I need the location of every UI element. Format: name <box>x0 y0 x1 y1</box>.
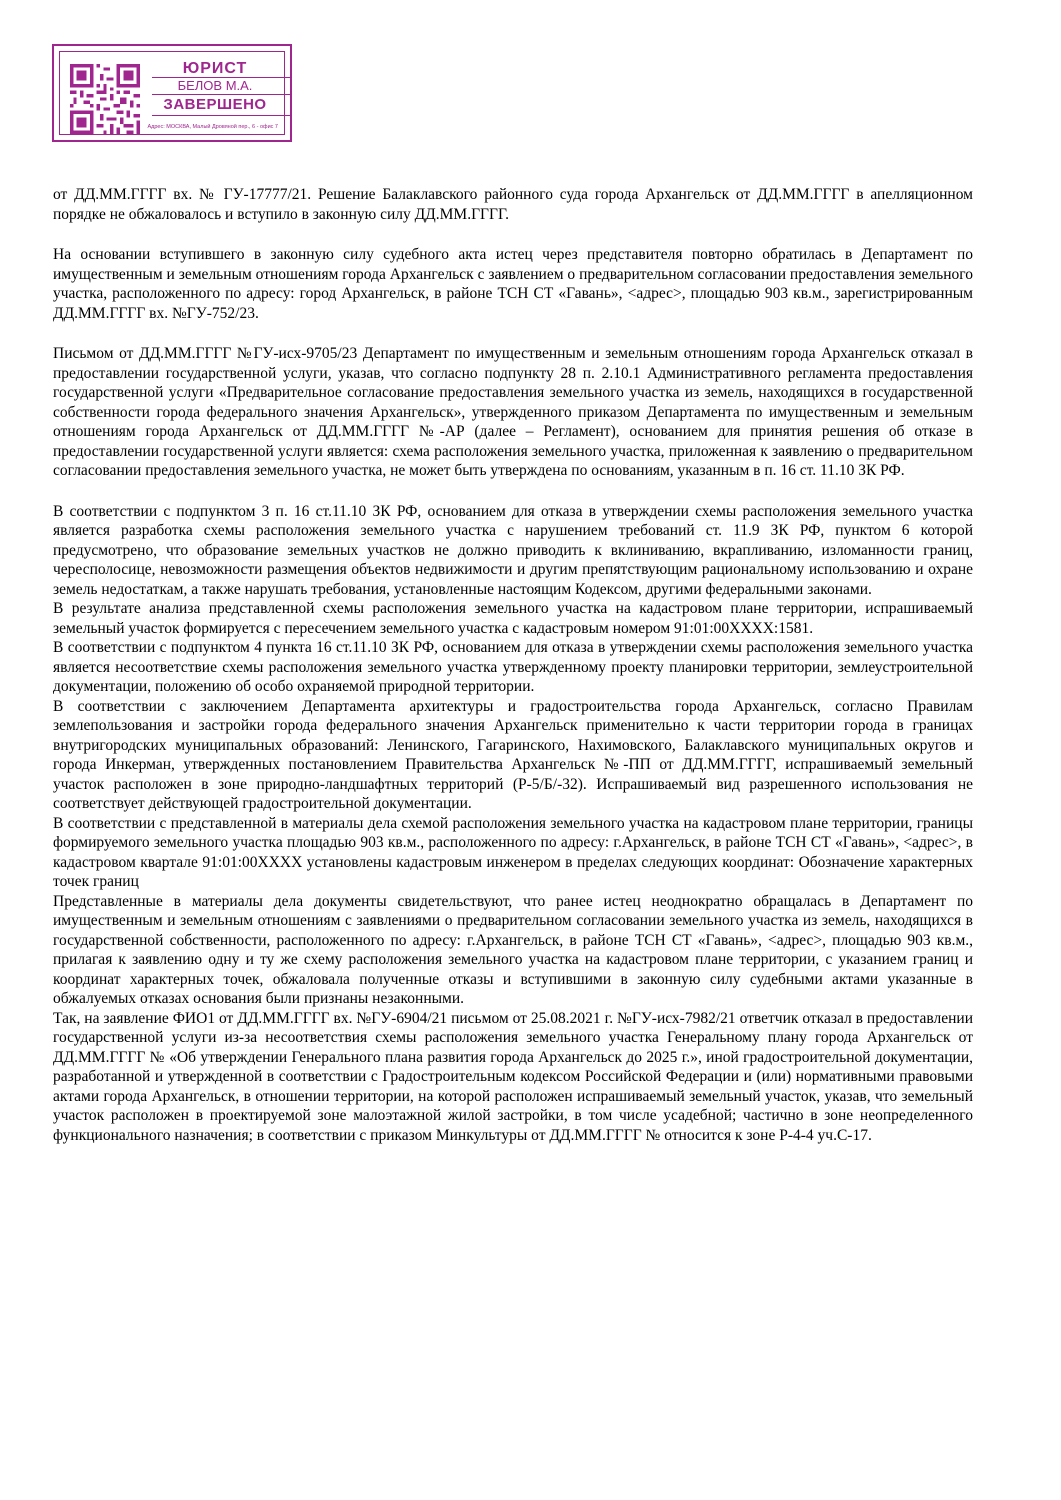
paragraph: В соответствии с подпунктом 4 пункта 16 ст.11.10 ЗК РФ, основанием для отказа в утверждении схемы расположения земельного участка является несоответствие схемы расположения земельного участка утвержденному проекту планировки территории, землеустроительной документации, положению об особо охраняемой природной территории. <box>53 639 973 695</box>
stamp-lawyer-name: БЕЛОВ М.А. <box>177 78 253 93</box>
paragraph: В результате анализа представленной схемы расположения земельного участка на кадастровом плане территории, испрашиваемый земельный участок формируется с пересечением земельного участка с кадастровым номером 91:01:00ХХХХ:1581. <box>53 600 973 637</box>
stamp-title: ЮРИСТ <box>182 60 248 77</box>
stamp-status: ЗАВЕРШЕНО <box>163 96 267 113</box>
paragraph: В соответствии с заключением Департамента архитектуры и градостроительства города Архангельск, согласно Правилам землепользования и застройки города федерального значения Архангельск применительно к части территории города в границах внутригородских муниципальных образований: Ленинского, Гагаринского, Нахимовского, Балаклавского муниципальных округов и города Инкерман, утвержденных постановлением Правительства Архангельск №-ПП от ДД.ММ.ГГГГ, испрашиваемый земельный участок расположен в зоне природно-ландшафтных территорий (Р-5/Б/-32). Испрашиваемый вид разрешенного использования не соответствует действующей градостроительной документации. <box>53 697 973 812</box>
paragraph: В соответствии с подпунктом 3 п. 16 ст.11.10 ЗК РФ, основанием для отказа в утверждении схемы расположения земельного участка является разработка схемы расположения земельного участка с нарушением требований ст. 11.9 ЗК РФ, пунктом 6 которой предусмотрено, что образование земельных участков не должно приводить к вклиниванию, вкрапливанию, изломанности границ, чересполосице, невозможности размещения объектов недвижимости и другим препятствующим рациональному использованию и охране земель недостаткам, а также нарушать требования, установленные настоящим Кодексом, другими федеральными законами. <box>53 502 973 598</box>
paragraph: Письмом от ДД.ММ.ГГГГ №ГУ-исх-9705/23 Департамент по имущественным и земельным отношениям города Архангельск отказал в предоставлении государственной услуги, указав, что согласно подпункту 28 п. 2.10.1 Административного регламента предоставления государственной услуги «Предварительное согласование предоставления земельного участка из земель, находящихся в государственной собственности города федерального значения Архангельск», утвержденного приказом Департамента по имущественным и земельным отношениям города Архангельск от ДД.ММ.ГГГГ №-АР (далее – Регламент), основанием для принятия решения об отказе в предоставлении государственной услуги является: схема расположения земельного участка, приложенная к заявлению о предварительном согласовании предоставления земельного участка, не может быть утверждена по основаниям, указанным в п. 16 ст. 11.10 ЗК РФ. <box>53 345 973 479</box>
paragraph: В соответствии с представленной в материалы дела схемой расположения земельного участка на кадастровом плане территории, границы формируемого земельного участка площадью 903 кв.м., расположенного по адресу: г.Архангельск, в районе ТСН СТ «Гавань», <адрес>, в кадастровом квартале 91:01:00ХХХХ установлены кадастровым инженером в пределах следующих координат: Обозначение характерных точек границ <box>53 814 973 890</box>
paragraph: На основании вступившего в законную силу судебного акта истец через представителя повторно обратилась в Департамент по имущественным и земельным отношениям города Архангельск с заявлением о предварительном согласовании предоставления земельного участка, расположенного по адресу: город Архангельск, в районе ТСН СТ «Гавань», <адрес>, площадью 903 кв.м., зарегистрированным ДД.ММ.ГГГГ вх. №ГУ-752/23. <box>53 246 973 322</box>
stamp-inner-border <box>59 51 285 135</box>
paragraph: Так, на заявление ФИО1 от ДД.ММ.ГГГГ вх. №ГУ-6904/21 письмом от 25.08.2021 г. №ГУ-исх-7982/21 ответчик отказал в предоставлении государственной услуги из-за несоответствия схемы расположения земельного участка Генеральному плану города Архангельск от ДД.ММ.ГГГГ № «Об утверждении Генерального плана развития города Архангельск до 2025 г.», иной градостроительной документации, разработанной и утвержденной в соответствии с Градостроительным кодексом Российской Федерации и (или) нормативными правовыми актами города Архангельск, в отношении территории, на которой расположен испрашиваемый земельный участок, указав, что земельный участок расположен в проектируемой зоне малоэтажной жилой застройки, в том числе усадебной; частично в зоне неопределенного функционального назначения; в соответствии с приказом Минкультуры от ДД.ММ.ГГГГ № относится к зоне Р-4-4 уч.С-17. <box>53 1009 973 1144</box>
stamp-address: Адрес: МОСКВА, Малый Дровяной пер., 6 - офис 7 <box>147 124 278 130</box>
document-body <box>53 185 973 1145</box>
lawyer-stamp <box>52 44 292 142</box>
paragraph: Представленные в материалы дела документы свидетельствуют, что ранее истец неоднократно обращалась в Департамент по имущественным и земельным отношениям с заявлениями о предварительном согласовании земельного участка из земель, находящихся в государственной собственности, расположенного по адресу: г.Архангельск, в районе ТСН СТ «Гавань», <адрес>, площадью 903 кв.м., прилагая к заявлению одну и ту же схему расположения земельного участка на кадастровом плане территории, с указанием границ и координат характерных точек, обжаловала полученные отказы и вступившими в законную силу судебными актами указанные в обжалуемых отказах основания были признаны незаконными. <box>53 892 973 1007</box>
stamp-text-block <box>152 60 278 116</box>
stamp-divider <box>152 115 290 116</box>
paragraph: от ДД.ММ.ГГГГ вх. № ГУ-17777/21. Решение Балаклавского районного суда города Архангельск от ДД.ММ.ГГГГ в апелляционном порядке не обжаловалось и вступило в законную силу ДД.ММ.ГГГГ. <box>53 186 973 223</box>
